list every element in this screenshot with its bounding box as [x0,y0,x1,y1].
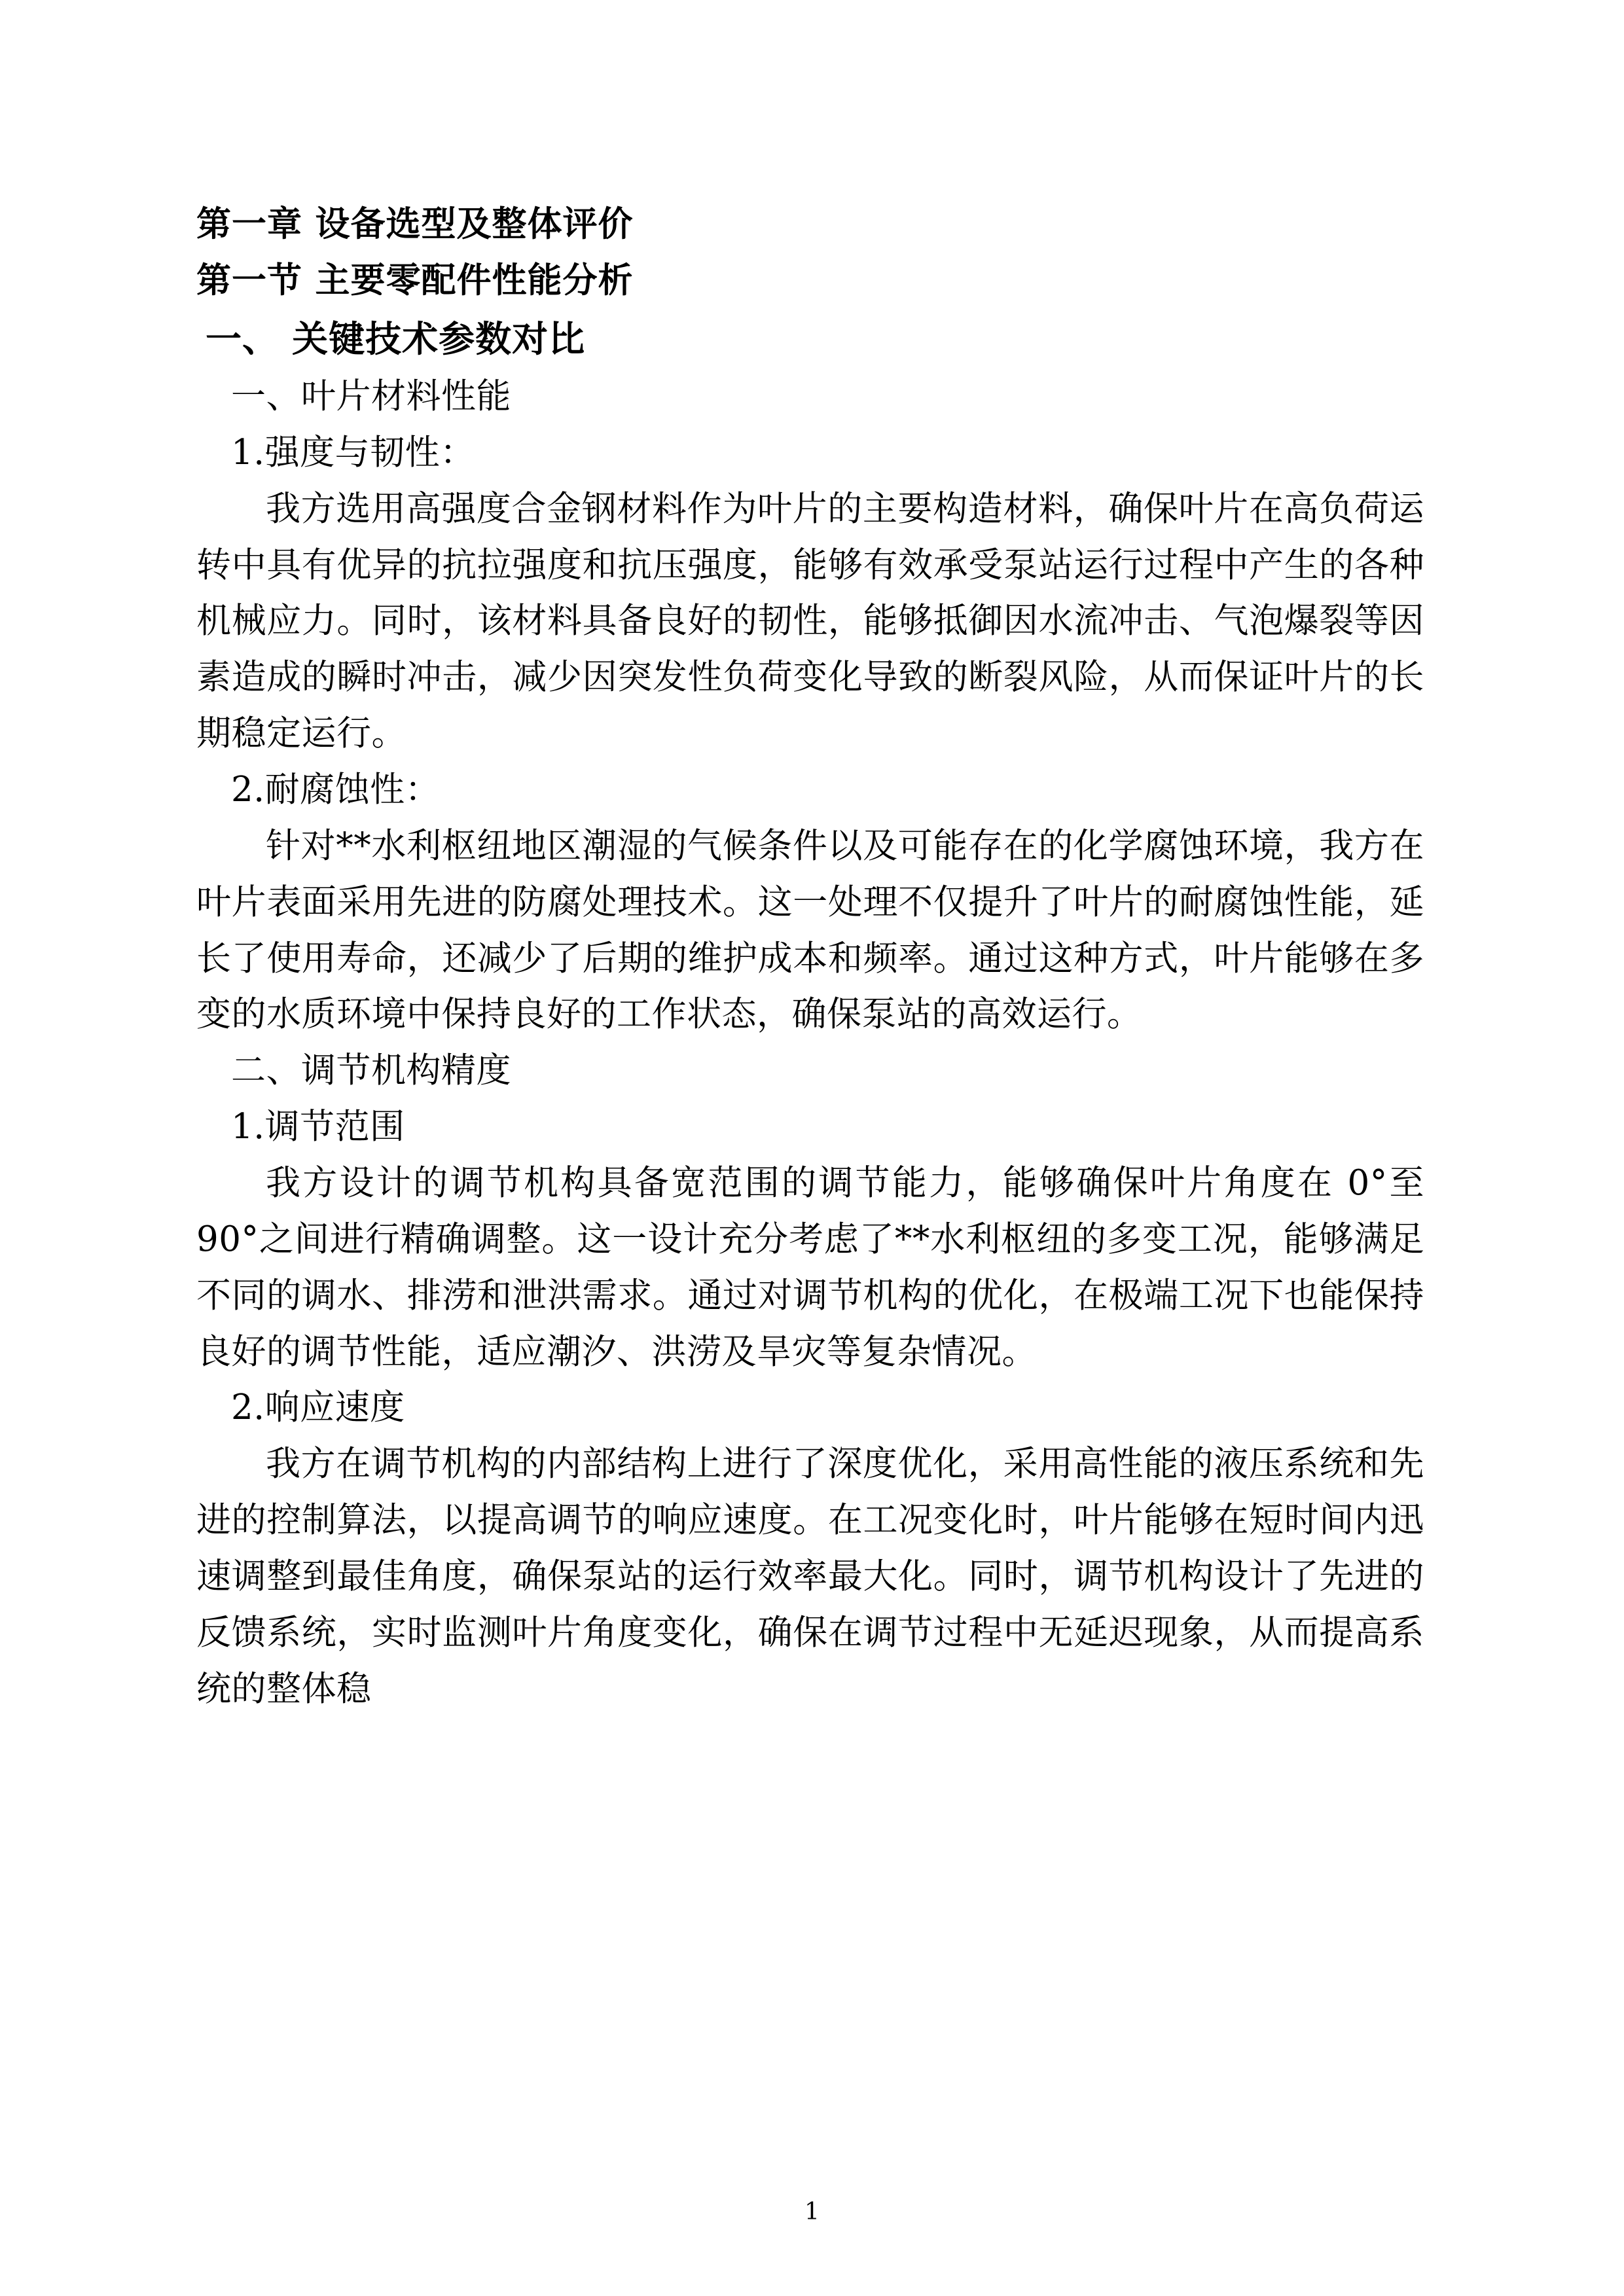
subsection-title: 一、 关键技术参数对比 [206,317,586,360]
list-item: 2.耐腐蚀性： [231,770,441,810]
paragraph: 我方在调节机构的内部结构上进行了深度优化，采用高性能的液压系统和先进的控制算法，以提高调节的响应速度。在工况变化时，叶片能够在短时间内迅速调整到最佳角度，确保泵站的运行效率最大化。同时，调节机构设计了先进的反馈系统，实时监测叶片角度变化，确保在调节过程中无延迟现象，从而提高系统的整体稳 [196,1444,1424,1709]
paragraph: 针对**水利枢纽地区潮湿的气候条件以及可能存在的化学腐蚀环境，我方在叶片表面采用先进的防腐处理技术。这一处理不仅提升了叶片的耐腐蚀性能，延长了使用寿命，还减少了后期的维护成本和频率。通过这种方式，叶片能够在多变的水质环境中保持良好的工作状态，确保泵站的高效运行。 [196,825,1424,1035]
page-number: 1 [804,2198,820,2225]
list-item: 二、调节机构精度 [231,1050,511,1091]
paragraph: 我方设计的调节机构具备宽范围的调节能力，能够确保叶片角度在 0°至 90°之间进行精确调整。这一设计充分考虑了**水利枢纽的多变工况，能够满足不同的调水、排涝和泄洪需求。通过对调节机构的优化，在极端工况下也能保持良好的调节性能，适应潮汐、洪涝及旱灾等复杂情况。 [196,1163,1424,1372]
list-item: 1.调节范围 [231,1107,405,1147]
list-item: 2.响应速度 [231,1388,405,1428]
section-title: 第一节 主要零配件性能分析 [196,259,634,300]
chapter-title: 第一章 设备选型及整体评价 [196,204,634,244]
list-item: 1.强度与韧性： [231,432,475,473]
document-body [196,196,1424,1717]
list-item: 一、叶片材料性能 [231,376,511,417]
paragraph: 我方选用高强度合金钢材料作为叶片的主要构造材料，确保叶片在高负荷运转中具有优异的抗拉强度和抗压强度，能够有效承受泵站运行过程中产生的各种机械应力。同时，该材料具备良好的韧性，能够抵御因水流冲击、气泡爆裂等因素造成的瞬时冲击，减少因突发性负荷变化导致的断裂风险，从而保证叶片的长期稳定运行。 [196,488,1424,754]
